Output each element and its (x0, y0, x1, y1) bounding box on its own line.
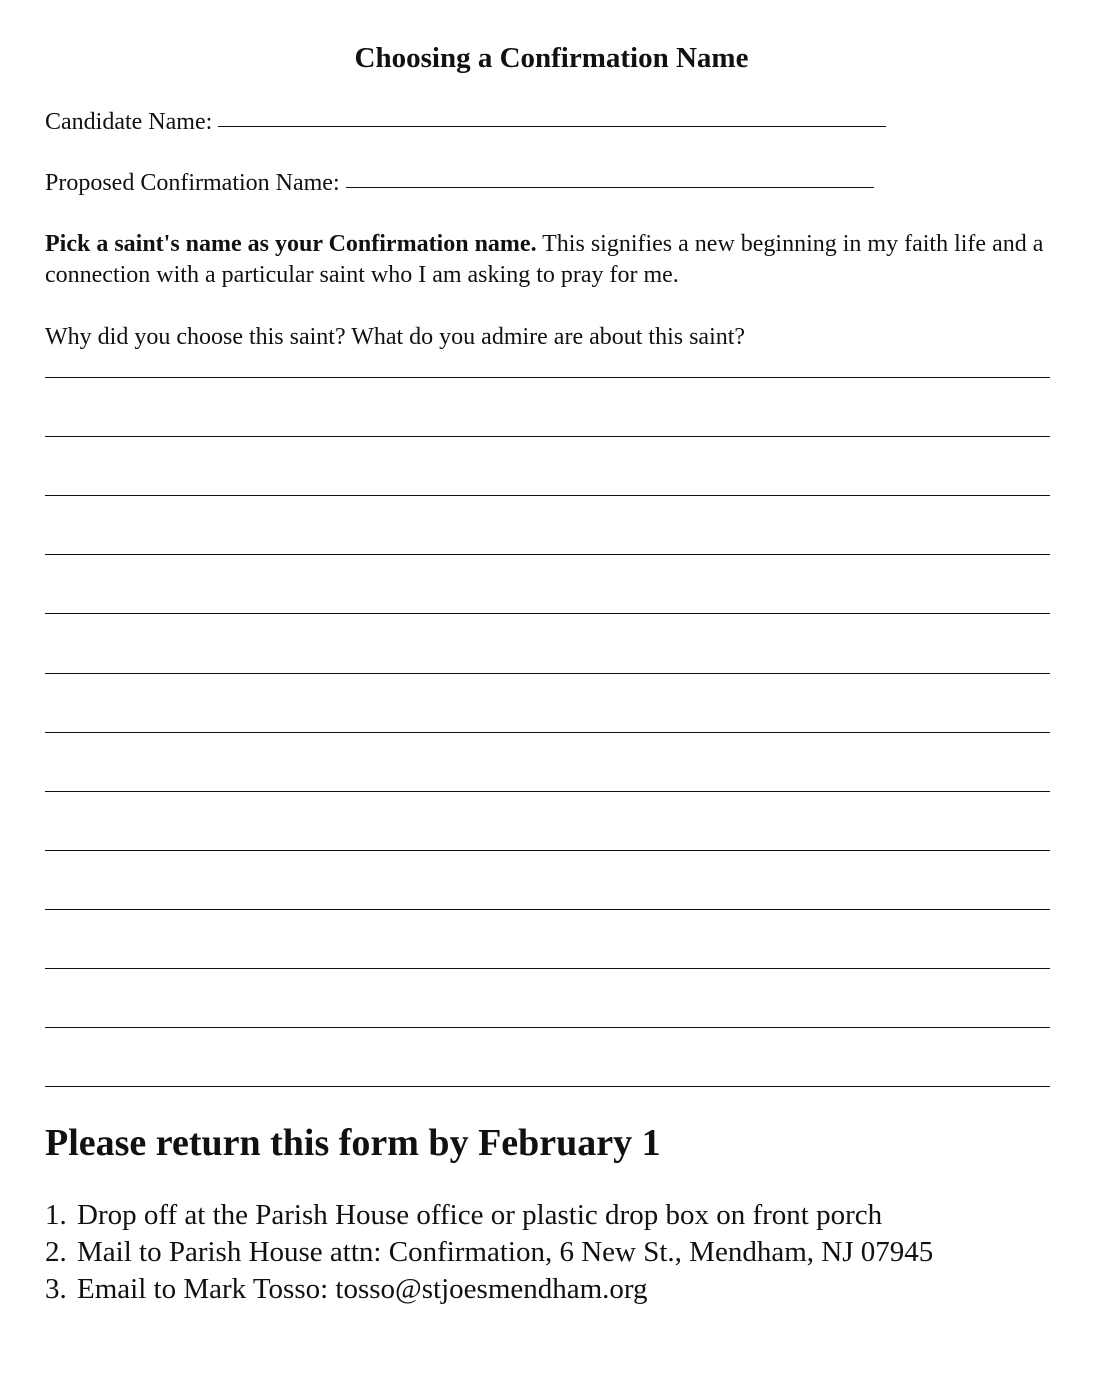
answer-line[interactable] (45, 909, 1050, 910)
step-number: 2. (45, 1236, 67, 1268)
answer-line[interactable] (45, 1027, 1050, 1028)
answer-line[interactable] (45, 791, 1050, 792)
answer-line[interactable] (45, 732, 1050, 733)
instruction-bold: Pick a saint's name as your Confirmation name. (45, 231, 537, 257)
candidate-name-field[interactable] (45, 106, 886, 138)
instruction-paragraph (45, 229, 1057, 291)
list-item (45, 1197, 933, 1234)
answer-line[interactable] (45, 495, 1050, 496)
answer-line[interactable] (45, 850, 1050, 851)
candidate-name-blank[interactable] (218, 126, 886, 127)
answer-line[interactable] (45, 968, 1050, 969)
step-text: Mail to Parish House attn: Confirmation, 6 New St., Mendham, NJ 07945 (77, 1236, 934, 1268)
answer-line[interactable] (45, 554, 1050, 555)
answer-line[interactable] (45, 673, 1050, 674)
return-heading: Please return this form by February 1 (45, 1122, 661, 1164)
answer-line[interactable] (45, 436, 1050, 437)
answer-line[interactable] (45, 613, 1050, 614)
proposed-name-label: Proposed Confirmation Name: (45, 170, 340, 196)
step-text: Email to Mark Tosso: tosso@stjoesmendham.org (77, 1273, 648, 1305)
step-number: 1. (45, 1199, 67, 1231)
instruction-text: This signifies a new beginning in my faith life and a connection with a particular saint who I am asking to pray for me. (45, 231, 1044, 288)
list-item (45, 1271, 933, 1308)
question-text: Why did you choose this saint? What do you admire are about this saint? (45, 324, 746, 350)
proposed-name-field[interactable] (45, 167, 874, 199)
step-text: Drop off at the Parish House office or plastic drop box on front porch (77, 1199, 883, 1231)
candidate-name-label: Candidate Name: (45, 109, 213, 135)
list-item (45, 1234, 933, 1271)
proposed-name-blank[interactable] (346, 187, 874, 188)
form-title: Choosing a Confirmation Name (354, 42, 749, 74)
answer-line[interactable] (45, 1086, 1050, 1087)
answer-line[interactable] (45, 377, 1050, 378)
return-steps (45, 1197, 933, 1308)
step-number: 3. (45, 1273, 67, 1305)
